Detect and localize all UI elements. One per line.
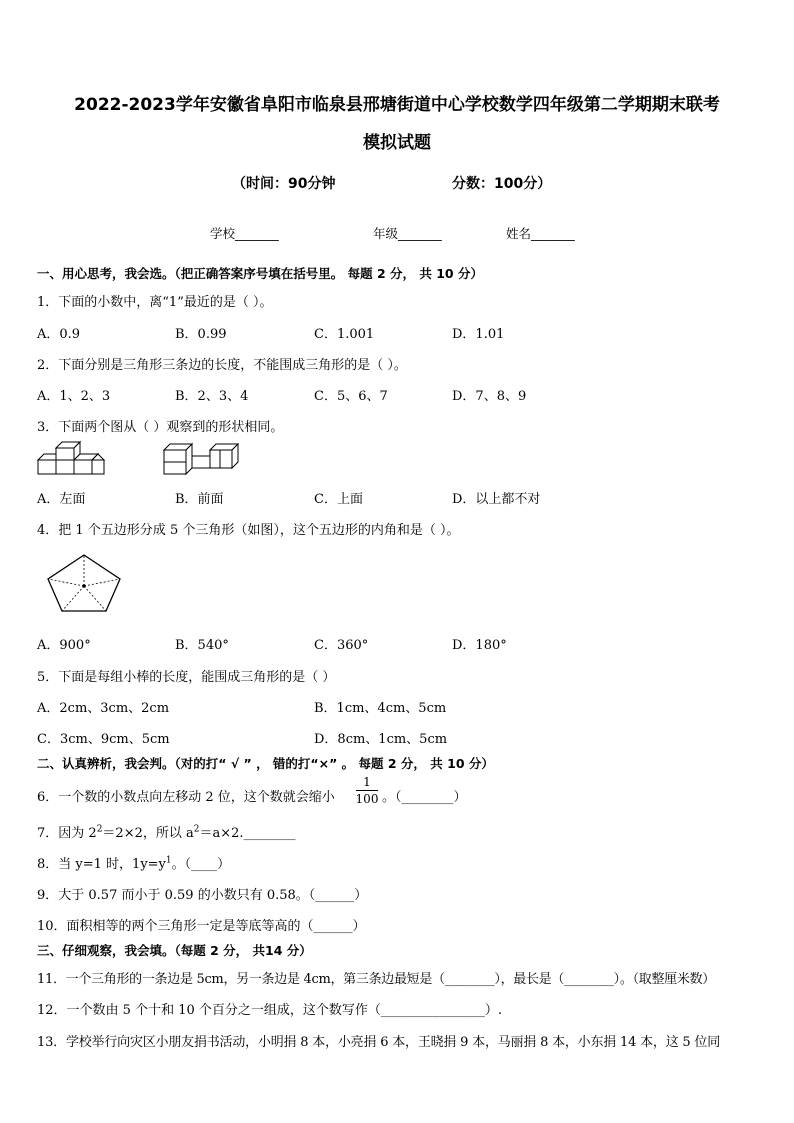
q2-option-b: B．2、3、4 bbox=[175, 389, 249, 404]
q5-option-b: B．1cm、4cm、5cm bbox=[314, 701, 447, 716]
q7-text-pre: 7．因为 2 bbox=[37, 826, 97, 841]
q1-option-a: A．0.9 bbox=[37, 327, 81, 342]
question-9: 9．大于 0.57 而小于 0.59 的小数只有 0.58。（______） bbox=[37, 888, 368, 903]
q3-option-c: C．上面 bbox=[314, 492, 363, 507]
q5-option-d: D．8cm、1cm、5cm bbox=[314, 732, 448, 747]
q2-option-d: D．7、8、9 bbox=[452, 389, 527, 404]
question-4: 4．把 1 个五边形分成 5 个三角形（如图），这个五边形的内角和是（ ）。 bbox=[37, 523, 460, 538]
exam-score: 分数：100分） bbox=[452, 176, 552, 192]
q5-option-c: C．3cm、9cm、5cm bbox=[37, 732, 170, 747]
q3-figure-1 bbox=[36, 440, 108, 478]
q4-option-a: A．900° bbox=[37, 638, 91, 653]
name-field: 姓名_______ bbox=[506, 226, 575, 241]
q3-option-d: D．以上都不对 bbox=[452, 492, 541, 507]
question-10: 10．面积相等的两个三角形一定是等底等高的（______） bbox=[37, 919, 366, 934]
section-2-heading: 二、认真辨析，我会判。（对的打“ √ ” ， 错的打“×” 。 每题 2 分， 共 10 分） bbox=[37, 756, 494, 771]
question-3: 3．下面两个图从（ ）观察到的形状相同。 bbox=[37, 420, 284, 435]
question-13: 13．学校举行向灾区小朋友捐书活动，小明捐 8 本，小亮捐 6 本，王晓捐 9 本，马丽捐 8 本，小东捐 14 本，这 5 位同 bbox=[37, 1035, 721, 1050]
school-field: 学校_______ bbox=[210, 226, 279, 241]
q2-option-c: C．5、6、7 bbox=[314, 389, 388, 404]
question-7 bbox=[37, 822, 296, 841]
q7-exponent-2: 2 bbox=[193, 824, 200, 835]
section-3-heading: 三、仔细观察，我会填。（每题 2 分， 共14 分） bbox=[37, 943, 312, 958]
section-1-heading: 一、用心思考，我会选。（把正确答案序号填在括号里。 每题 2 分， 共 10 分） bbox=[37, 266, 483, 281]
q1-option-d: D．1.01 bbox=[452, 327, 505, 342]
q3-option-a: A．左面 bbox=[37, 492, 86, 507]
q7-text-mid: ＝2×2，所以 a bbox=[102, 826, 194, 841]
q6-fraction-denominator: 100 bbox=[355, 792, 379, 806]
grade-field: 年级_______ bbox=[373, 226, 442, 241]
pentagon-figure bbox=[44, 552, 124, 614]
q6-text-post: 。（________） bbox=[382, 790, 467, 805]
q4-option-d: D．180° bbox=[452, 638, 507, 653]
q6-fraction-numerator: 1 bbox=[363, 775, 371, 789]
q3-option-b: B．前面 bbox=[175, 492, 224, 507]
exam-time: （时间：90分钟 bbox=[232, 176, 336, 192]
question-8 bbox=[37, 853, 230, 872]
q8-exponent: 1 bbox=[165, 855, 172, 866]
q7-text-post: ＝a×2.________ bbox=[199, 826, 296, 841]
question-12: 12．一个数由 5 个十和 10 个百分之一组成，这个数写作（________________）. bbox=[37, 1003, 503, 1018]
q3-figure-2 bbox=[162, 440, 242, 478]
q8-text-post: 。（____） bbox=[171, 857, 231, 872]
q5-option-a: A．2cm、3cm、2cm bbox=[37, 701, 170, 716]
q6-fraction bbox=[355, 775, 379, 806]
question-1: 1．下面的小数中，离“1”最近的是（ ）。 bbox=[37, 295, 273, 310]
q4-option-b: B．540° bbox=[175, 638, 229, 653]
q2-option-a: A．1、2、3 bbox=[37, 389, 111, 404]
q7-exponent-1: 2 bbox=[96, 824, 103, 835]
title-line1: 2022-2023学年安徽省阜阳市临泉县邢塘街道中心学校数学四年级第二学期期末联考 bbox=[74, 95, 720, 115]
question-11: 11．一个三角形的一条边是 5cm，另一条边是 4cm，第三条边最短是（________），最长是（________）。（取整厘米数） bbox=[37, 972, 715, 987]
q4-option-c: C．360° bbox=[314, 638, 369, 653]
title-line2: 模拟试题 bbox=[363, 133, 431, 153]
q8-text-pre: 8．当 y=1 时，1y=y bbox=[37, 857, 166, 872]
question-2: 2．下面分别是三角形三条边的长度，不能围成三角形的是（ ）。 bbox=[37, 358, 407, 373]
q1-option-c: C．1.001 bbox=[314, 327, 375, 342]
q6-text-pre: 6．一个数的小数点向左移动 2 位，这个数就会缩小 bbox=[37, 790, 335, 805]
q1-option-b: B．0.99 bbox=[175, 327, 227, 342]
question-5: 5．下面是每组小棒的长度，能围成三角形的是（ ） bbox=[37, 670, 336, 685]
question-6 bbox=[37, 786, 335, 805]
